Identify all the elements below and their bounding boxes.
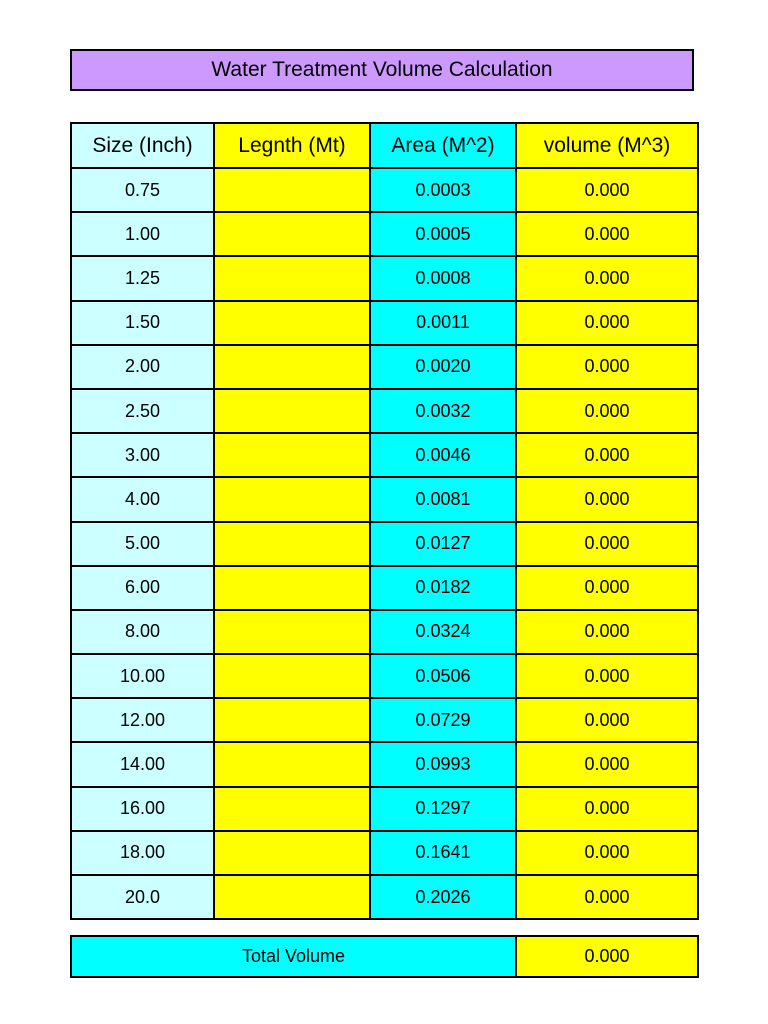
table-row (71, 256, 698, 300)
table-row (71, 212, 698, 256)
length-input-cell[interactable] (214, 345, 370, 389)
table-row (71, 345, 698, 389)
volume-cell: 0.000 (516, 787, 698, 831)
area-cell: 0.0011 (370, 301, 516, 345)
volume-cell: 0.000 (516, 212, 698, 256)
length-input-cell[interactable] (214, 256, 370, 300)
volume-cell: 0.000 (516, 875, 698, 919)
header-volume: volume (M^3) (516, 123, 698, 168)
length-input-cell[interactable] (214, 389, 370, 433)
header-length: Legnth (Mt) (214, 123, 370, 168)
table-row (71, 787, 698, 831)
volume-cell: 0.000 (516, 477, 698, 521)
size-cell: 6.00 (71, 566, 214, 610)
area-cell: 0.1297 (370, 787, 516, 831)
length-input-cell[interactable] (214, 742, 370, 786)
area-cell: 0.1641 (370, 831, 516, 875)
size-cell: 14.00 (71, 742, 214, 786)
size-cell: 5.00 (71, 522, 214, 566)
volume-cell: 0.000 (516, 610, 698, 654)
area-cell: 0.0127 (370, 522, 516, 566)
volume-cell: 0.000 (516, 522, 698, 566)
area-cell: 0.0993 (370, 742, 516, 786)
table-header-row (71, 123, 698, 168)
table-row (71, 566, 698, 610)
length-input-cell[interactable] (214, 698, 370, 742)
table-row (71, 610, 698, 654)
size-cell: 18.00 (71, 831, 214, 875)
table-row (71, 654, 698, 698)
header-size: Size (Inch) (71, 123, 214, 168)
length-input-cell[interactable] (214, 301, 370, 345)
area-cell: 0.2026 (370, 875, 516, 919)
size-cell: 1.00 (71, 212, 214, 256)
total-row (71, 936, 698, 977)
area-cell: 0.0182 (370, 566, 516, 610)
volume-cell: 0.000 (516, 301, 698, 345)
area-cell: 0.0081 (370, 477, 516, 521)
size-cell: 8.00 (71, 610, 214, 654)
table-row (71, 875, 698, 919)
size-cell: 10.00 (71, 654, 214, 698)
length-input-cell[interactable] (214, 654, 370, 698)
volume-cell: 0.000 (516, 433, 698, 477)
table-row (71, 477, 698, 521)
table-row (71, 831, 698, 875)
size-cell: 16.00 (71, 787, 214, 831)
header-area: Area (M^2) (370, 123, 516, 168)
volume-cell: 0.000 (516, 698, 698, 742)
length-input-cell[interactable] (214, 566, 370, 610)
area-cell: 0.0003 (370, 168, 516, 212)
length-input-cell[interactable] (214, 610, 370, 654)
length-input-cell[interactable] (214, 831, 370, 875)
area-cell: 0.0020 (370, 345, 516, 389)
table-row (71, 742, 698, 786)
total-volume-label: Total Volume (71, 936, 516, 977)
volume-cell: 0.000 (516, 168, 698, 212)
area-cell: 0.0324 (370, 610, 516, 654)
length-input-cell[interactable] (214, 477, 370, 521)
length-input-cell[interactable] (214, 522, 370, 566)
size-cell: 12.00 (71, 698, 214, 742)
table-row (71, 168, 698, 212)
volume-cell: 0.000 (516, 831, 698, 875)
table-row (71, 698, 698, 742)
area-cell: 0.0046 (370, 433, 516, 477)
length-input-cell[interactable] (214, 433, 370, 477)
area-cell: 0.0008 (370, 256, 516, 300)
total-volume-value[interactable]: 0.000 (516, 936, 698, 977)
length-input-cell[interactable] (214, 875, 370, 919)
table-row (71, 301, 698, 345)
volume-cell: 0.000 (516, 345, 698, 389)
table-row (71, 522, 698, 566)
volume-cell: 0.000 (516, 742, 698, 786)
size-cell: 3.00 (71, 433, 214, 477)
total-volume-table (70, 935, 699, 978)
table-row (71, 433, 698, 477)
length-input-cell[interactable] (214, 168, 370, 212)
area-cell: 0.0005 (370, 212, 516, 256)
area-cell: 0.0506 (370, 654, 516, 698)
volume-table (70, 122, 699, 920)
area-cell: 0.0729 (370, 698, 516, 742)
size-cell: 1.25 (71, 256, 214, 300)
size-cell: 2.00 (71, 345, 214, 389)
size-cell: 4.00 (71, 477, 214, 521)
page-title: Water Treatment Volume Calculation (70, 49, 694, 91)
volume-cell: 0.000 (516, 389, 698, 433)
size-cell: 1.50 (71, 301, 214, 345)
table-row (71, 389, 698, 433)
length-input-cell[interactable] (214, 787, 370, 831)
size-cell: 20.0 (71, 875, 214, 919)
volume-cell: 0.000 (516, 566, 698, 610)
size-cell: 2.50 (71, 389, 214, 433)
volume-cell: 0.000 (516, 654, 698, 698)
length-input-cell[interactable] (214, 212, 370, 256)
area-cell: 0.0032 (370, 389, 516, 433)
volume-cell: 0.000 (516, 256, 698, 300)
size-cell: 0.75 (71, 168, 214, 212)
